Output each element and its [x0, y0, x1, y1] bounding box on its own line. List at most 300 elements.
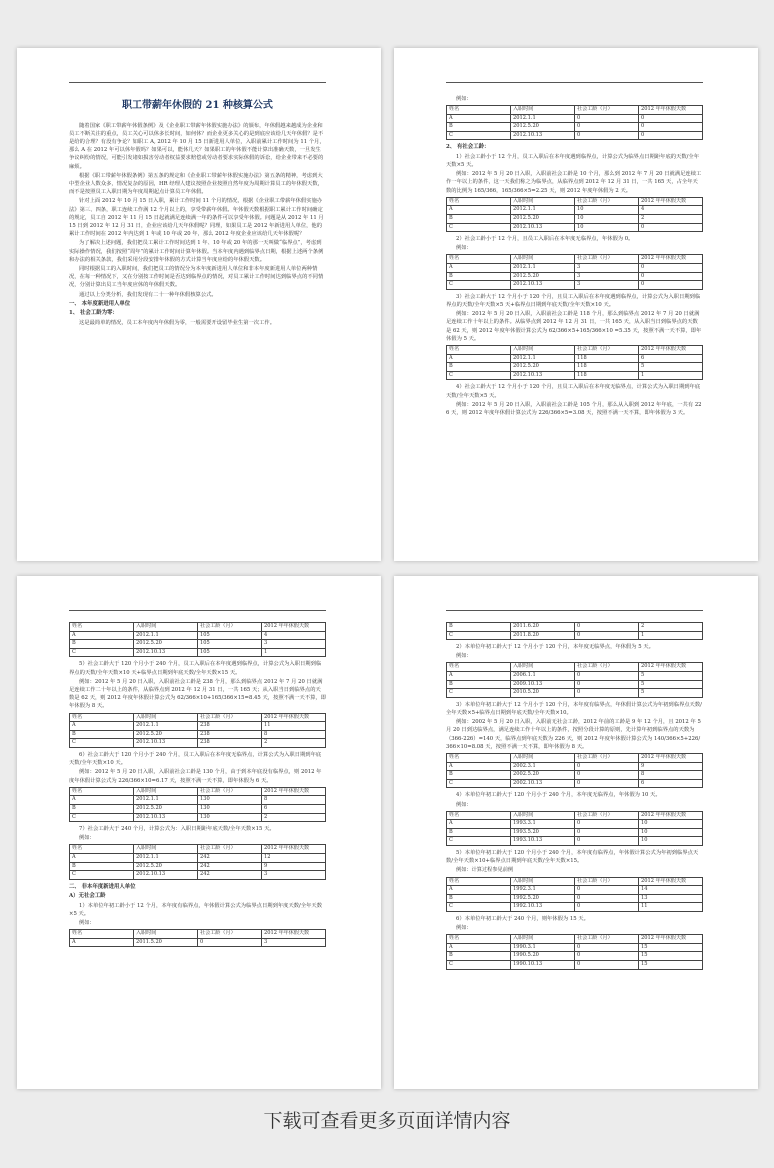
paragraph: 例如：2002 年 5 月 20 日入职，入职前无社会工龄，2012 年前的工龄是 9 年 12 个月，且 2012 年 5 月 20 日到达临界点，满足连续工作十年以上的条件，按照分段计算的原则，先计算年初到临界点的天数为（366-226）=140 天，临界点到年底天数为 226 天，则 2012 年度年休假计算公式为 140/366×5+226/366×10=8.08 天，按照不满一天不算，即年休假为 8 天。 [446, 719, 701, 750]
table-cell: A [70, 631, 134, 640]
table-cell: 2012.1.1 [134, 722, 198, 731]
table-cell: 2012.1.1 [134, 631, 198, 640]
paragraph: 例如：2012 年 5 月 20 日入职，入职前社会工龄是 118 个月，那么到临界点 2012 年 7 月 20 日就满足连续工作十年以上的条件。从临界点到 2012 年 12 月 31 日，一共 165 天，从入职当日到临界点的天数是 62 天，则 2012 年度年休假计算公式为 62/366×5+165/366×10 =5.35 天，按照不满一天不算，即年休假为 5 天。 [446, 311, 702, 342]
table-cell: 1990.5.20 [511, 952, 575, 961]
example-label: 例如： [456, 925, 472, 932]
table-cell: 社会工龄（月） [198, 930, 262, 939]
table-cell: 2012.10.13 [134, 739, 198, 748]
data-table [446, 105, 703, 140]
table-cell: 6 [639, 779, 703, 788]
table-cell: 0 [575, 960, 639, 969]
data-table [69, 787, 326, 822]
table-cell: 2 [639, 215, 703, 224]
paragraph: 根据《职工带薪年休假条例》第五条的规定和《企业职工带薪年休假实施办法》第五条的精神，考虑到大中型企业人数众多，情况复杂的原因，HR 经理人建议按照企业按照自然年度为周期计算员工的年休假天数，而不是按照员工入职日期为年度周期起点计算员工年休假。 [69, 172, 323, 196]
table-cell: 社会工龄（月） [198, 623, 262, 632]
document-page-4 [394, 576, 758, 1089]
table-row [447, 272, 703, 281]
table-cell: 入职时间 [511, 106, 575, 115]
table-cell: 2012.1.1 [134, 796, 198, 805]
table-row [70, 640, 326, 649]
table-cell: 2012 年年休假天数 [262, 845, 326, 854]
table-cell: 入职时间 [134, 845, 198, 854]
table-cell: 242 [198, 862, 262, 871]
table-cell: 2012 年年休假天数 [262, 787, 326, 796]
table-cell: 姓名 [447, 935, 511, 944]
table-cell: 10 [639, 837, 703, 846]
header-rule [446, 82, 703, 83]
paragraph: 1）本单位年初工龄小于 12 个月，本年度有临界点，年休假计算公式为临界点日期到年度天数/全年天数×5 天。 [69, 902, 323, 917]
leave-table [446, 934, 703, 969]
table-cell: 入职时间 [511, 255, 575, 264]
table-cell: 0 [575, 820, 639, 829]
table-cell: 2012 年年休假天数 [639, 935, 703, 944]
leave-table [446, 254, 703, 289]
table-cell: 2012.10.13 [134, 648, 198, 657]
table-cell: 238 [198, 730, 262, 739]
paragraph: 同时根据员工的入职时间，我们把员工的情况分为本年度新进用人单位和非本年度新进用人单位两种情况，在每一种情况下，又在分别按工作时间是否达到临界点的情况，对员工累计工作时间达到临界点的不同情况，分别计算出员工当年度应休的年休假天数。 [69, 265, 324, 289]
data-table [69, 713, 326, 748]
table-cell: 入职时间 [511, 663, 575, 672]
table-cell: 社会工龄（月） [575, 877, 639, 886]
table-row [70, 796, 326, 805]
table-row [70, 648, 326, 657]
table-cell: 2012 年年休假天数 [262, 623, 326, 632]
table-cell: 2002.10.13 [511, 779, 575, 788]
table-cell: 姓名 [70, 713, 134, 722]
table-cell: 5 [639, 689, 703, 698]
table-cell: 3 [262, 640, 326, 649]
table-cell: 2012 年年休假天数 [262, 930, 326, 939]
table-cell: 社会工龄（月） [198, 787, 262, 796]
table-cell: 入职时间 [511, 811, 575, 820]
document-page-2 [394, 48, 758, 561]
table-cell: 1993.10.13 [511, 837, 575, 846]
table-cell: 130 [198, 796, 262, 805]
table-cell: 130 [198, 804, 262, 813]
table-cell: 10 [639, 820, 703, 829]
table-cell: 2012 年年休假天数 [639, 197, 703, 206]
table-row [447, 877, 703, 886]
table-cell: 2009.10.13 [511, 680, 575, 689]
paragraph: 为了解决上述问题，我们把员工累计工作时间达到 1 年、10 年或 20 年的那一天叫做“临界点”，考虑到实际操作情况，我们按照“周年”的累计工作时间计算年休假。当本年度内遇到临界点日期，根据上述两个条例和办法的相关条款，我们采用分段安排年休假的方式计算当年度应给的年休假天数。 [69, 240, 324, 263]
table-cell: 2012.10.13 [511, 281, 575, 290]
table-cell: 15 [639, 943, 703, 952]
table-cell: C [70, 871, 134, 880]
table-cell: 2012 年年休假天数 [639, 754, 703, 763]
table-row [447, 346, 703, 355]
table-cell: B [447, 272, 511, 281]
table-cell: 2012.10.13 [134, 871, 198, 880]
data-table [69, 622, 326, 657]
table-row [447, 779, 703, 788]
table-cell: 入职时间 [511, 935, 575, 944]
table-cell: B [70, 804, 134, 813]
page-content [69, 620, 326, 950]
table-cell: A [447, 762, 511, 771]
leave-table [446, 662, 703, 697]
table-row [447, 952, 703, 961]
data-table [446, 254, 703, 289]
table-row [447, 935, 703, 944]
table-row [70, 930, 326, 939]
table-cell: 入职时间 [134, 930, 198, 939]
download-more-caption: 下载可查看更多页面详情内容 [263, 1110, 511, 1132]
table-cell: 10 [575, 223, 639, 232]
table-cell: 入职时间 [511, 877, 575, 886]
table-cell: 社会工龄（月） [575, 106, 639, 115]
table-cell: 2012.10.13 [134, 813, 198, 822]
table-cell: 105 [198, 631, 262, 640]
table-cell: 11 [262, 722, 326, 731]
table-cell: 11 [639, 903, 703, 912]
data-table [446, 753, 703, 788]
table-cell: 238 [198, 739, 262, 748]
table-cell: 社会工龄（月） [575, 197, 639, 206]
table-cell: C [70, 648, 134, 657]
example-label: 例如： [79, 919, 95, 926]
paragraph: 7）社会工龄大于 240 个月，计算公式为：入职日期距年底天数/全年天数×15 天。 [79, 826, 275, 833]
table-cell: 0 [575, 837, 639, 846]
data-table [446, 345, 703, 380]
header-rule [446, 610, 703, 611]
table-cell: 姓名 [70, 787, 134, 796]
subsection-heading: 2、 有社会工龄： [446, 144, 490, 151]
table-cell: 2011.6.20 [511, 623, 575, 632]
example-label: 例如： [456, 245, 472, 252]
table-cell: 2011.5.20 [134, 938, 198, 947]
table-row [70, 631, 326, 640]
table-cell: 社会工龄（月） [575, 255, 639, 264]
table-cell: 入职时间 [511, 754, 575, 763]
table-cell: B [447, 952, 511, 961]
table-cell: 社会工龄（月） [198, 713, 262, 722]
paragraph: 这是最简单的情况，员工本年度内年休假为零，一般需要开设留毕业生第一次工作。 [79, 319, 275, 326]
table-cell: A [447, 820, 511, 829]
paragraph: 2）本单位年初工龄大于 12 个月小于 120 个月，本年度无临界点，年休假为 5 天。 [456, 644, 654, 651]
table-cell: 社会工龄（月） [575, 663, 639, 672]
table-cell: A [447, 206, 511, 215]
table-row [447, 623, 703, 632]
table-cell: 2012.5.20 [511, 215, 575, 224]
table-cell: 姓名 [447, 106, 511, 115]
table-cell: B [447, 894, 511, 903]
table-cell: 0 [575, 952, 639, 961]
table-cell: 0 [575, 828, 639, 837]
paragraph: 4）本单位年初工龄大于 120 个月小于 240 个月，本年度无临界点，年休假为 10 天。 [456, 792, 661, 799]
table-cell: A [447, 886, 511, 895]
table-row [447, 206, 703, 215]
table-cell: B [447, 828, 511, 837]
leave-table [446, 622, 703, 640]
table-cell: 5 [639, 672, 703, 681]
table-cell: 2010.5.20 [511, 689, 575, 698]
table-cell: 2012 年年休假天数 [639, 811, 703, 820]
table-row [70, 938, 326, 947]
table-cell: 社会工龄（月） [575, 346, 639, 355]
header-rule [69, 82, 326, 83]
table-cell: 2012 年年休假天数 [262, 713, 326, 722]
table-cell: 1 [262, 648, 326, 657]
table-cell: 0 [575, 623, 639, 632]
table-cell: 238 [198, 722, 262, 731]
page-content [446, 94, 703, 418]
table-cell: 1993.3.1 [511, 820, 575, 829]
page-content [446, 620, 703, 973]
table-row [70, 804, 326, 813]
paragraph: 例如：2012 年 5 月 20 日入职，入职前社会工龄是 238 个月，那么到临界点 2012 年 7 月 20 日就满足连续工作二十年以上的条件，从临界点到 2012 年 12 月 31 日，一共 165 天；从入职当日到临界点的天数是 62 天，则 2012 年度年休假计算公式为 62/366×10+165/366×15=8.45 天，按照不满一天不算，即年休假为 8 天。 [69, 678, 327, 710]
table-cell: B [447, 215, 511, 224]
table-cell: 姓名 [70, 623, 134, 632]
table-row [447, 197, 703, 206]
table-cell: 0 [575, 123, 639, 132]
table-cell: 2012.1.1 [511, 354, 575, 363]
table-cell: 2012 年年休假天数 [639, 663, 703, 672]
data-table [446, 197, 703, 232]
table-row [447, 771, 703, 780]
table-cell: 入职时间 [134, 713, 198, 722]
table-cell: 10 [575, 215, 639, 224]
section-heading: 一、 本年度新进用人单位 [69, 300, 131, 307]
table-cell: 1992.5.20 [511, 894, 575, 903]
table-cell: 242 [198, 871, 262, 880]
table-cell: B [447, 623, 511, 632]
table-cell: 0 [575, 771, 639, 780]
table-cell: 1992.10.13 [511, 903, 575, 912]
table-cell: 14 [639, 886, 703, 895]
table-cell: A [447, 354, 511, 363]
header-rule [69, 610, 326, 611]
paragraph: 例如：2012 年 5 月 20 日入职，入职前社会工龄是 130 个月，由于到本年底没有临界点，则 2012 年度年休假计算公式为 226/366×10=6.17 天，按照不满一天不算，即年休假为 6 天。 [69, 769, 322, 784]
table-cell: 1993.5.20 [511, 828, 575, 837]
table-cell: 姓名 [447, 754, 511, 763]
table-cell: C [447, 281, 511, 290]
table-cell: 入职时间 [134, 787, 198, 796]
paragraph: 随着国家《职工带薪年休假条例》及《企业职工带薪年休假实施办法》的颁布，年休假越来越成为企业和员工不断关注的重点，员工关心可以休多长时间，如何休？而企业更多关心的是到底应该给几天年休假？是不是给的合理？有没有争论？如职工 A, 2012 年 10 月 15 日新进用人单位，入职前累计工作时间为 11 个月，那么 A 在 2012 年可以休年假吗？如果可以，能休几天？如果职工的年休假不能计算出准确天数，一旦发生争议纠纷的情况，可能引发诸如损害劳动者权益要求赔偿或劳动者要求实际休假的诉讼，给企业带来不必要的麻烦。 [69, 122, 325, 170]
table-cell: 0 [575, 903, 639, 912]
page-content [69, 88, 326, 328]
table-cell: 2012.1.1 [134, 854, 198, 863]
table-row [447, 903, 703, 912]
table-cell: 118 [575, 363, 639, 372]
data-table [446, 622, 703, 640]
leave-table [69, 713, 326, 748]
table-cell: 0 [575, 631, 639, 640]
paragraph: 5）本单位年初工龄大于 120 个月小于 240 个月，本年度有临界点，年休假计算公式为年初到临界点天数/全年天数×10+临界点日期到年底天数/全年天数×15。 [446, 850, 699, 865]
table-row [447, 886, 703, 895]
table-cell: C [447, 631, 511, 640]
table-cell: 9 [262, 862, 326, 871]
table-cell: 2 [262, 739, 326, 748]
table-cell: A [447, 264, 511, 273]
table-cell: 8 [262, 796, 326, 805]
table-cell: 社会工龄（月） [575, 754, 639, 763]
table-cell: 2012.5.20 [511, 272, 575, 281]
paragraph: 3）社会工龄大于 12 个月小于 120 个月，且员工入职后在本年度遇到临界点，计算公式为入职日期到临界点的天数/全年天数×5 天+临界点日期到年底天数/全年天数×10 天。 [446, 293, 701, 309]
table-row [447, 820, 703, 829]
leave-table [69, 929, 326, 947]
table-cell: 3 [575, 272, 639, 281]
paragraph: 6）社会工龄大于 120 个月小于 240 个月，员工入职后在本年度无临界点，计算公式为入职日期到年底天数/全年天数×10 天。 [69, 751, 322, 767]
table-cell: C [447, 223, 511, 232]
document-page-1 [17, 48, 381, 561]
table-cell: 1990.3.1 [511, 943, 575, 952]
data-table [69, 929, 326, 947]
table-cell: 105 [198, 640, 262, 649]
table-cell: 社会工龄（月） [575, 811, 639, 820]
table-cell: B [447, 363, 511, 372]
table-cell: 0 [575, 779, 639, 788]
table-cell: 5 [639, 363, 703, 372]
table-cell: 118 [575, 371, 639, 380]
table-row [447, 363, 703, 372]
table-row [447, 106, 703, 115]
table-cell: 1992.3.1 [511, 886, 575, 895]
subsection-heading: 1、 社会工龄为零： [69, 310, 118, 317]
table-row [447, 663, 703, 672]
table-cell: C [447, 837, 511, 846]
table-cell: 0 [575, 114, 639, 123]
table-row [447, 960, 703, 969]
table-cell: 2012.1.1 [511, 206, 575, 215]
table-cell: B [447, 123, 511, 132]
table-row [447, 131, 703, 140]
example-label: 例如： [456, 653, 472, 660]
example-label: 例如： [456, 96, 472, 102]
table-cell: 2012.5.20 [134, 640, 198, 649]
table-cell: 0 [575, 680, 639, 689]
table-cell: 15 [639, 952, 703, 961]
table-cell: 1 [639, 371, 703, 380]
document-title: 职工带薪年休假的 21 种核算公式 [122, 100, 273, 111]
table-cell: 9 [639, 762, 703, 771]
table-cell: 社会工龄（月） [575, 935, 639, 944]
table-row [447, 631, 703, 640]
table-row [447, 215, 703, 224]
table-cell: 3 [575, 281, 639, 290]
table-cell: 2011.8.20 [511, 631, 575, 640]
paragraph: 1）社会工龄小于 12 个月，员工入职后在本年度遇到临界点，计算公式为临界点日期距年底的天数/全年天数×5 天。 [446, 153, 700, 169]
table-cell: 姓名 [70, 930, 134, 939]
table-cell: 姓名 [70, 845, 134, 854]
table-cell: A [70, 796, 134, 805]
table-cell: 2 [639, 623, 703, 632]
table-cell: 2002.3.1 [511, 762, 575, 771]
table-cell: 8 [639, 771, 703, 780]
table-row [447, 264, 703, 273]
leave-table [446, 877, 703, 912]
table-row [447, 114, 703, 123]
table-cell: 2012 年年休假天数 [639, 106, 703, 115]
table-cell: 0 [639, 264, 703, 273]
paragraph: 通过以上分类分析，我们发现有二十一种年休假核算公式。 [79, 291, 217, 298]
table-row [447, 754, 703, 763]
table-cell: 姓名 [447, 663, 511, 672]
table-row [70, 787, 326, 796]
table-cell: C [447, 779, 511, 788]
table-row [447, 762, 703, 771]
table-cell: 0 [639, 131, 703, 140]
table-cell: 入职时间 [134, 623, 198, 632]
table-cell: 2006.1.1 [511, 672, 575, 681]
table-cell: 社会工龄（月） [198, 845, 262, 854]
paragraph: 4）社会工龄大于 12 个月小于 120 个月，且员工入职后在本年度无临界点，计算公式为入职日期到年底天数/全年天数×5 天。 [446, 384, 701, 399]
leave-table [69, 622, 326, 657]
table-cell: 2012.10.13 [511, 223, 575, 232]
table-cell: 6 [262, 804, 326, 813]
table-row [70, 722, 326, 731]
table-cell: 1 [639, 631, 703, 640]
table-cell: 0 [639, 223, 703, 232]
table-cell: 2012.1.1 [511, 264, 575, 273]
data-table [446, 877, 703, 912]
table-row [447, 894, 703, 903]
table-cell: A [447, 943, 511, 952]
table-cell: 2012.10.13 [511, 131, 575, 140]
table-row [447, 354, 703, 363]
table-cell: 2012.5.20 [134, 730, 198, 739]
leave-table [69, 844, 326, 879]
paragraph: 针对上面 2012 年 10 月 15 日入职，累计工作时间 11 个月的情况，根据《企业职工带薪年休假实施办法》第三、四条，职工连续工作满 12 个月以上的，享受带薪年休假。年休假天数根据职工累计工作时间确定的规定，员工自 2012 年 11 月 15 日起就满足连续满一年的条件可以享受年休假。问题是从 2012 年 11 月 15 日到 2012 年 12 月 31 日，企业应该给几天年休假呢？同理，如果员工是 2012 年新进用人单位，他的累计工作时间在 2012 年内达到 1 年或 10 年或 20 年，那么 2012 年度企业应该给几天年休假呢？ [69, 198, 324, 238]
table-row [447, 223, 703, 232]
table-cell: 入职时间 [511, 197, 575, 206]
example-label: 例如： [456, 801, 472, 808]
table-cell: 3 [262, 938, 326, 947]
table-cell: 姓名 [447, 255, 511, 264]
table-cell: C [447, 131, 511, 140]
table-row [447, 255, 703, 264]
table-cell: 入职时间 [511, 346, 575, 355]
table-row [447, 371, 703, 380]
paragraph: 例如：2012 年 5 月 20 日入职，入职前社会工龄是 105 个月，那么从入职到 2012 年年底，一共有 226 天，则 2012 年度年休假计算公式为 226/366×5=3.08 天，按照不满一天不算，即年休假为 3 天。 [446, 401, 702, 417]
table-cell: 105 [198, 648, 262, 657]
table-cell: 4 [262, 631, 326, 640]
table-cell: C [70, 813, 134, 822]
leave-table [69, 787, 326, 822]
table-cell: B [70, 730, 134, 739]
table-cell: 2012.5.20 [134, 804, 198, 813]
table-cell: 0 [575, 131, 639, 140]
table-cell: 13 [639, 894, 703, 903]
table-cell: 0 [575, 672, 639, 681]
table-cell: 0 [639, 272, 703, 281]
table-cell: B [447, 680, 511, 689]
paragraph: 6）本单位年初工龄大于 240 个月，则年休假为 15 天。 [456, 915, 589, 922]
table-cell: A [70, 722, 134, 731]
leave-table [446, 197, 703, 232]
table-cell: 10 [575, 206, 639, 215]
table-cell: 2012 年年休假天数 [639, 346, 703, 355]
table-row [70, 862, 326, 871]
table-cell: 10 [639, 828, 703, 837]
data-table [69, 844, 326, 879]
table-cell: 姓名 [447, 346, 511, 355]
table-cell: 2012.5.20 [134, 862, 198, 871]
table-cell: C [447, 371, 511, 380]
table-cell: C [447, 960, 511, 969]
data-table [446, 811, 703, 846]
table-row [70, 623, 326, 632]
table-cell: 2012.1.1 [511, 114, 575, 123]
table-cell: 2012.5.20 [511, 123, 575, 132]
table-cell: 姓名 [447, 811, 511, 820]
table-cell: 130 [198, 813, 262, 822]
table-row [447, 680, 703, 689]
table-cell: C [70, 739, 134, 748]
table-cell: A [447, 672, 511, 681]
table-cell: 2012 年年休假天数 [639, 877, 703, 886]
table-cell: 姓名 [447, 197, 511, 206]
table-cell: 0 [575, 943, 639, 952]
